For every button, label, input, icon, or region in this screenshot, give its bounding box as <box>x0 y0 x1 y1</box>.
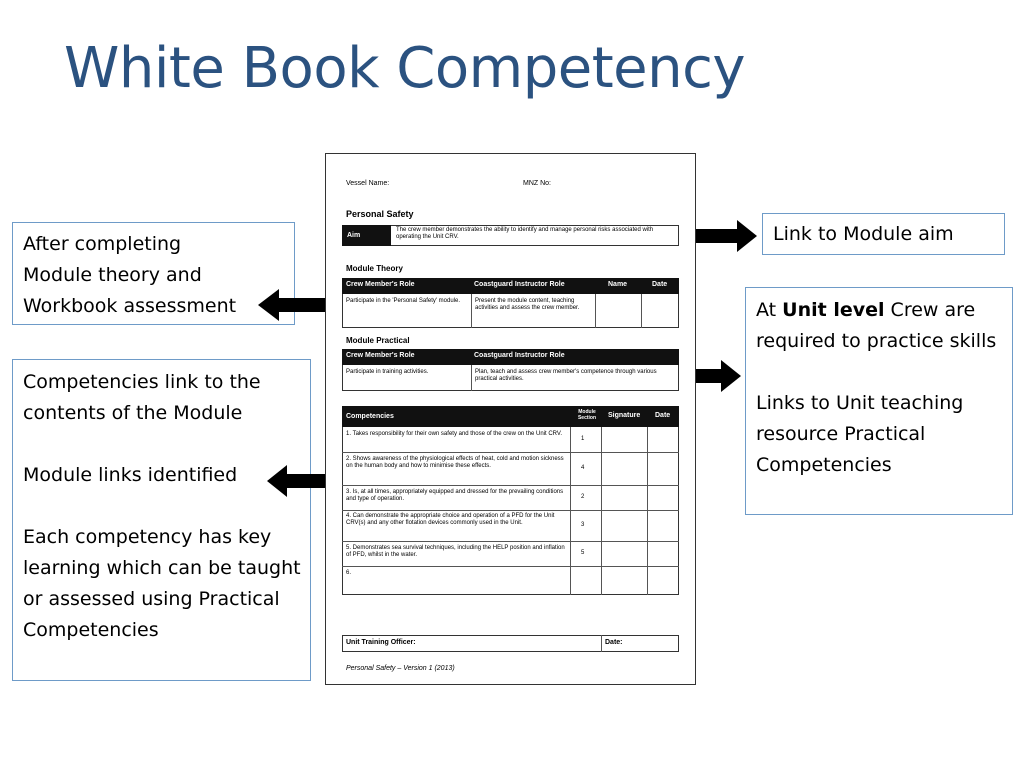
competencies-header: Competencies Module Section Signature Date <box>342 406 679 427</box>
module-practical-heading: Module Practical <box>346 336 410 345</box>
divider <box>601 635 602 652</box>
practical-role-text: Participate in training activities. <box>346 369 429 375</box>
divider <box>471 294 472 328</box>
module-title: Personal Safety <box>346 209 414 219</box>
callout-module-links-text: Module links identified <box>23 464 238 486</box>
callout-text: Link to Module aim <box>773 223 954 245</box>
callout-line: After completing <box>23 233 182 255</box>
row-divider <box>342 541 679 542</box>
competency-section: 2 <box>581 494 585 500</box>
module-practical-header: Crew Member's Role Coastguard Instructor Role <box>342 349 679 365</box>
competency-row-text: 3. Is, at all times, appropriately equipped and dressed for the prevailing conditions and type of operation. <box>346 489 564 502</box>
competency-row-text: 4. Can demonstrate the appropriate choice and operation of a PFD for the Unit CRV(s) and any other flotation devices commonly used in the Unit. <box>346 513 555 526</box>
competency-section: 4 <box>581 465 585 471</box>
aim-label-cell: Aim <box>342 225 391 246</box>
callout-line: Module theory and <box>23 264 202 286</box>
callout-spacer <box>23 429 304 460</box>
officer-date-label: Date: <box>605 639 623 646</box>
callout-module-aim <box>762 213 1005 255</box>
competency-document <box>325 153 696 685</box>
mnz-number-label: MNZ No: <box>523 180 551 187</box>
callout-unit-level <box>745 287 1013 515</box>
training-officer-label: Unit Training Officer: <box>346 639 416 646</box>
slide-title: White Book Competency <box>64 36 746 101</box>
aim-text: The crew member demonstrates the ability to identify and manage personal risks associated with operating the Unit CRV. <box>396 227 654 240</box>
competency-row-text: 2. Shows awareness of the physiological effects of heat, cold and motion sickness on the human body and how to minimise these effects. <box>346 456 564 469</box>
callout-line: Workbook assessment <box>23 295 237 317</box>
callout-spacer <box>756 357 1004 388</box>
row-divider <box>342 566 679 567</box>
callout-spacer <box>23 491 304 522</box>
competency-row-text: 5. Demonstrates sea survival techniques, including the HELP position and inflation of PFD, whilst in the water. <box>346 545 565 558</box>
vessel-name-label: Vessel Name: <box>346 180 390 187</box>
row-divider <box>342 452 679 453</box>
competency-row-text: 6. <box>346 570 352 576</box>
module-theory-heading: Module Theory <box>346 264 403 273</box>
row-divider <box>342 510 679 511</box>
callout-unit-links-text: Links to Unit teaching resource Practical Competencies <box>756 392 964 476</box>
callout-module-theory <box>12 222 295 325</box>
module-theory-header: Crew Member's Role Coastguard Instructor Role Name Date <box>342 278 679 294</box>
divider <box>595 294 596 328</box>
practical-instructor-text: Plan, teach and assess crew member's competence through various practical activities. <box>475 369 657 382</box>
callout-competencies <box>12 359 311 681</box>
row-divider <box>342 485 679 486</box>
unit-level-bold: Unit level <box>782 299 885 321</box>
document-footer: Personal Safety – Version 1 (2013) <box>346 665 455 672</box>
competency-row-text: 1. Takes responsibility for their own safety and those of the crew on the Unit CRV. <box>346 431 563 437</box>
callout-unit-level-text: At Unit level Crew are required to practice skills <box>756 299 997 352</box>
competency-section: 1 <box>581 436 585 442</box>
theory-instructor-text: Present the module content, teaching activities and assess the crew member. <box>475 298 580 311</box>
theory-role-text: Participate in the 'Personal Safety' module. <box>346 298 461 304</box>
divider <box>641 294 642 328</box>
competency-section: 5 <box>581 550 585 556</box>
callout-key-learning-text: Each competency has key learning which can be taught or assessed using Practical Competencies <box>23 526 301 641</box>
divider <box>471 365 472 391</box>
competency-section: 3 <box>581 522 585 528</box>
callout-competencies-text: Competencies link to the contents of the Module <box>23 371 261 424</box>
